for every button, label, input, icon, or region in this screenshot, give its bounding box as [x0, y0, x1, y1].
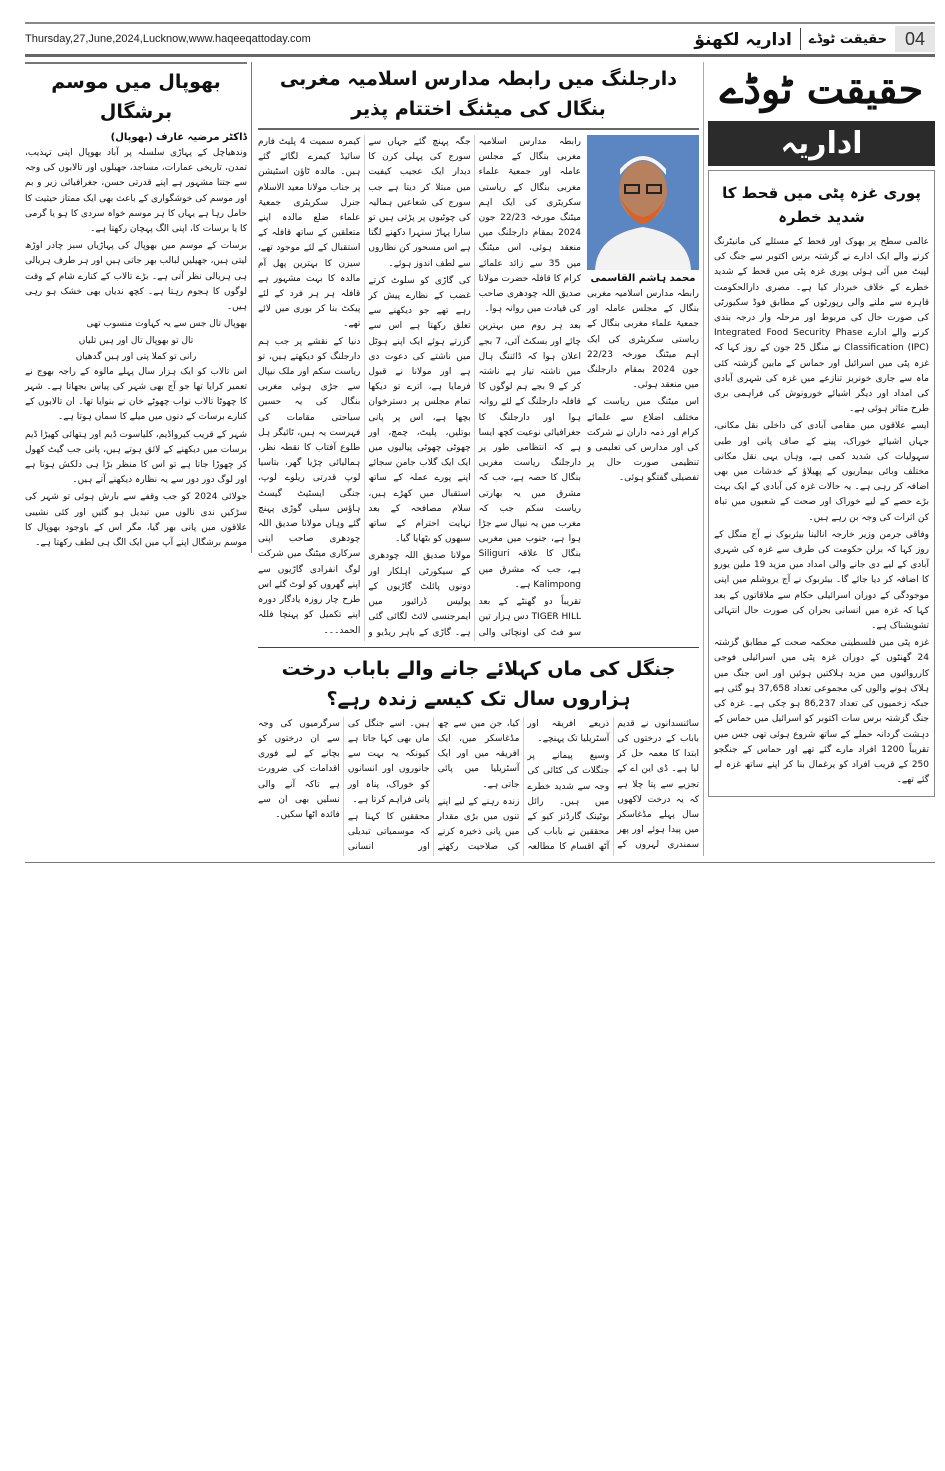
paragraph: محققین کا کہنا ہے کہ موسمیاتی تبدیلی اور انسانی سرگرمیوں کی وجہ سے ان درختوں کو بچانے کے لیے فوری اقدامات کی ضرورت ہے تاکہ آنے والی نسلیں بھی ان سے فائدہ اٹھا سکیں۔	[258, 718, 430, 853]
main-headline: دارجلنگ میں رابطہ مدارس اسلامیہ مغربی بنگال کی میٹنگ اختتام پذیر	[279, 68, 678, 120]
section-title: اداریہ لکھنؤ	[694, 29, 792, 50]
right-column	[704, 62, 935, 797]
left-article-body	[25, 146, 247, 551]
paragraph: رابطہ مدارس اسلامیہ مغربی بنگال کے مجلس عاملہ اور جمعیۃ علماء مغربی بنگال کے ریاستی سکریٹری کی ایک اہم میٹنگ مورخہ 22/23 جون 2024 بمقام دارجلنگ میں منعقد ہوئی۔	[587, 289, 699, 391]
page-header	[25, 26, 935, 52]
paragraph: کی گاڑی کو سلوٹ کرتے غضب کے نظارے پیش کر رہے تھے جو دیکھنے سے تعلق رکھتا ہے اس سے گزرتے ہوئے ایک اپنے ہوٹل میں ناشتے کی دعوت دی ہے اور مولانا نے قبول فرمایا ہے، اترے تو دیکھا تمام مجلس پر دسترخوان بچھا ہے، اس پر پانی بوتلیں، پلیٹ، چمچ، اور چھوٹی چھوٹی پیالیوں میں ایک ایک گلاب جامن سجائے اپنے پورے عملہ کے ساتھ استقبال میں کھڑے ہیں، سلام مصافحہ کے بعد نہایت احترام کے ساتھ سبھوں کو بٹھایا گیا۔	[368, 275, 471, 545]
paragraph: رابطہ مدارس اسلامیہ مغربی بنگال کے مجلس عاملہ اور جمعیۃ علماء مغربی بنگال کے ریاستی سکریٹری کی ایک اہم میٹنگ مورخہ 22/23 جون 2024 بمقام دارجلنگ میں منعقد ہوئی، اس میٹنگ میں 35 سے زائد علمائے کرام کا قافلہ حضرت مولانا صدیق اللہ چودھری صاحب کی قیادت میں روانہ ہوا۔	[478, 137, 582, 315]
headline-rule	[258, 128, 699, 130]
page-bottom-rule	[25, 862, 935, 863]
paragraph: بعد ہر روم میں بہترین چائے اور بسکٹ آئی، 7 بجے اعلان ہوا کہ ڈائننگ ہال میں ناشتہ تیار ہے ناشتہ کر کے 9 بجے ہم لوگوں کا قافلہ دارجلنگ کے لئے روانہ ہوا اور دارجلنگ کا جغرافیائی نوعیت کچھ ایسا ہے کہ انتظامی طور پر دارجلنگ ریاست مغربی بنگال کا حصہ ہے، جب کہ مشرق میں یہ بھارتی ریاست سکم جب کہ مغرب میں یہ نیپال سے جڑا ہوا ہے، جنوب میں مغربی بنگال کا علاقہ Siliguri ہے، جب کہ مشرق میں Kalimpong ہے۔	[478, 321, 581, 590]
photo-column	[587, 135, 699, 489]
editorial-banner: اداریہ	[708, 121, 935, 166]
paragraph: سائنسدانوں نے قدیم باباب کے درختوں کی ابتدا کا معمہ حل کر لیا ہے۔ ڈی این اے کے تجزیے سے پتا چلا ہے کہ یہ درخت لاکھوں سال پہلے مڈغاسکر میں پیدا ہوئے اور پھر سمندری لہروں کے ذریعے افریقہ اور آسٹریلیا تک پہنچے۔	[527, 718, 699, 851]
paragraph: عالمی سطح پر بھوک اور قحط کے مسئلے کی مانیٹرنگ کرنے والے ایک ادارے نے گزشتہ برس اکتوبر سے جنگ کی لپیٹ میں آئی ہوئی پوری غزہ پٹی میں قحط کے شدید خطرے کے خلاف خبردار کیا ہے۔ مصری دارالحکومت قاہرہ سے ملنے والی رپورٹوں کے مطابق فوڈ سکیورٹی کی صورت حال کی مربوط اور مرحلہ وار درجہ بندی کرنے والے ادارے Integrated Food Security Phase Classification (IPC) نے منگل 25 جون کے روز کہا کہ غزہ پٹی میں اسرائیل اور حماس کے مابین گزشتہ کئی ماہ سے جاری خونریز تنازعے میں غزہ کی شہری آبادی کی امداد اور دیگر اشیائے خورونوش کی فراہمی بری طرح متاثر ہوئی ہے۔	[714, 237, 929, 415]
page-number: 04	[895, 26, 935, 52]
paragraph: دنیا کے نقشے پر جب ہم دارجلنگ کو دیکھتے ہیں، تو ریاست سکم اور ملک نیپال سے جڑی ہوئی مغربی بنگال کی یہ حسین سیاحتی مقامات کی فہرست یہ ہیں، ٹائیگر ہل طلوع آفتاب کا نقطہ نظر، ہمالیائی چڑیا گھر، بتاسیا لوپ قدرتی ریلوے لوپ، جنگی ایسٹیٹ گیسٹ ہاؤس سیلی گوڑی پہنچ گئے وہاں مولانا صدیق اللہ چودھری صاحب اپنی سرکاری میٹنگ میں شرکت لوگ انفرادی گاڑیوں سے اپنے گھروں کو لوٹ گئے اس طرح چار روزہ یادگار دورہ اپنے تکمیل کو پہنچا فللہ الحمد۔۔۔	[258, 336, 361, 636]
bottom-article-body	[258, 717, 699, 856]
top-rule	[25, 22, 935, 24]
main-article-row	[258, 135, 699, 641]
paragraph: اس میٹنگ میں ریاست کے مختلف اضلاع سے علمائے کرام اور ذمہ داران نے شرکت کی اور مدارس کی تعلیمی و تنظیمی صورت حال پر تفصیلی گفتگو ہوئی۔	[587, 397, 699, 484]
paragraph: تقریباً دو گھنٹے کے بعد TIGER HILL دس ہزار تین سو فٹ کی اونچائی والی جگہ پہنچ گئے جہاں سے سورج کی پہلی کرن کا دیدار ایک عجیب کیفیت میں مبتلا کر دیتا ہے جب سورج کی شعاعیں ہمالیہ کی چوٹیوں پر پڑتی ہیں تو سارا پہاڑ سنہرا دکھنے لگتا ہے اس مسحور کن نظاروں سے لطف اندوز ہوئے۔	[368, 137, 581, 638]
masthead-small: حقیقت ٹوڈے	[808, 31, 887, 47]
left-headline: بھوپال میں موسم برشگال	[51, 71, 221, 123]
editorial-box	[708, 170, 935, 797]
paragraph: جولائی 2024 کو جب وقفے سے بارش ہوئی تو شہر کی سڑکیں ندی نالوں میں تبدیل ہو گئیں اور کئی نشیبی علاقوں میں پانی بھر گیا، مگر اس کے باوجود بھوپال کا موسم برشگال اپنے آپ میں ایک الگ ہی لطف رکھتا ہے۔	[25, 492, 247, 549]
paragraph: اس تالاب کو ایک ہزار سال پہلے مالوہ کے راجہ بھوج نے تعمیر کرایا تھا جو آج بھی شہر کی پیاس بجھاتا ہے۔ شہر کا چھوٹا تالاب نواب چھوٹے خان نے بنوایا تھا۔ ان تالابوں کے کنارے برسات کے دنوں میں میلے کا سماں ہوتا ہے۔	[25, 366, 247, 423]
paragraph: وسیع پیمانے پر جنگلات کی کٹائی کی وجہ سے شدید خطرے میں ہیں۔ رائل بوٹینک گارڈنز کیو کے محققین نے باباب کی آٹھ اقسام کا مطالعہ کیا، جن میں سے چھ مڈغاسکر میں، ایک افریقہ میں اور ایک آسٹریلیا میں پائی جاتی ہے۔	[437, 718, 610, 853]
editorial-body	[714, 235, 929, 788]
middle-column	[252, 62, 704, 856]
header-divider	[800, 28, 801, 50]
poem-line: تال تو بھوپال تال اور ہیں تلیاں	[78, 336, 194, 347]
paragraph: غزہ پٹی میں فلسطینی محکمہ صحت کے مطابق گزشتہ 24 گھنٹوں کے دوران غزہ پٹی میں اسرائیلی فوجی کارروائیوں میں مزید ہلاکتیں ہوئیں اور اس جنگ میں ہلاک ہونے والوں کی مجموعی تعداد 37,658 ہو گئی ہے جبکہ زخمیوں کی تعداد 86,237 ہو چکی ہے۔ غزہ کی جنگ گزشتہ برس سات اکتوبر کو اسرائیل میں حماس کے دہشت گردانہ حملے کے ساتھ شروع ہوئی تھی جس میں تقریباً 1200 افراد مارے گئے تھے اور حماس کے جنگجو 250 کے قریب افراد کو یرغمال بنا کر اپنے ساتھ غزہ لے گئے تھے۔	[714, 638, 929, 786]
paragraph: وندھیاچل کے پہاڑی سلسلہ پر آباد بھوپال اپنی تہذیب، تمدن، تاریخی عمارات، مساجد، جھیلوں اور تالابوں کی وجہ سے جتنا مشہور ہے اپنے قدرتی حسن، جغرافیائی زیر و بم اور موسم کی خوشگواری کے باعث بھی ایک ممتاز حیثیت کا حامل رہا ہے یہاں کا ہر موسم خواہ سردی کا ہو یا گرمی کا یا برسات کا، اپنی الگ پہچان رکھتا ہے۔	[25, 148, 247, 235]
section-rule	[258, 647, 699, 648]
newspaper-logo: حقیقت ٹوڈے	[719, 66, 924, 113]
caption-body	[587, 287, 699, 487]
main-article-body	[258, 135, 581, 641]
paragraph: ایسے علاقوں میں مقامی آبادی کی داخلی نقل مکانی، جہاں اشیائے خوراک، پینے کے صاف پانی اور طبی سہولیات کی شدید کمی ہے، وہاں یہی نقل مکانی مختلف وبائی بیماریوں کے پھیلاؤ کے خدشات میں بھی اضافہ کر رہی ہے۔ یہ حالات غزہ کی آبادی کے ایک بہت بڑے حصے کے لیے خوراک اور صحت کے شعبوں میں تباہ کن اثرات کی وجہ بن رہے ہیں۔	[714, 421, 929, 523]
page-grid	[25, 62, 935, 856]
paragraph: وفاقی جرمن وزیر خارجہ انالینا بیئربوک نے آج منگل کے روز کہا کہ برلن حکومت کی طرف سے غزہ کی شہری آبادی کے لیے دی جانے والی امداد میں مزید 19 ملین یورو کا اضافہ کر دیا جائے گا۔ بیئربوک نے آج یروشلم میں اپنی موجودگی کے دوران اسرائیلی حکام سے ملاقاتوں کے بعد کہا کہ غزہ میں انسانی بحران کی صورت حال انتہائی تشویشناک ہے۔	[714, 529, 929, 632]
paragraph: شہر کے قریب کیرواڈیم، کلیاسوت ڈیم اور ہتھائی کھیڑا ڈیم برسات میں دیکھنے کے لائق ہوتے ہیں، پانی جب گیٹ کھول کر چھوڑا جاتا ہے تو اس کا منظر بڑا ہی دلکش ہوتا ہے اور لوگ دور دور سے یہ نظارہ دیکھنے آتے ہیں۔	[25, 429, 247, 486]
header-right	[694, 26, 935, 52]
paragraph: برسات کے موسم میں بھوپال کی پہاڑیاں سبز چادر اوڑھ لیتی ہیں، جھیلیں لبالب بھر جاتی ہیں اور ہر طرف ہریالی ہی ہریالی نظر آتی ہے۔ بڑے تالاب کے کنارے شام کے وقت لوگوں کا ہجوم رہتا ہے۔ کچھ ندیاں بھی خشک ہو رہی ہیں۔	[25, 241, 247, 313]
paragraph: زندہ رہنے کے لیے اپنے تنوں میں بڑی مقدار میں پانی ذخیرہ کرنے کی صلاحیت رکھتے ہیں۔ اسے جنگل کی ماں بھی کہا جاتا ہے کیونکہ یہ بہت سے جانوروں اور انسانوں کو خوراک، پناہ اور پانی فراہم کرتا ہے۔	[347, 718, 520, 853]
author-photo	[587, 135, 699, 270]
date-line: Thursday,27,June,2024,Lucknow,www.haqeeqattoday.com	[25, 33, 311, 45]
paragraph: بھوپال تال جس سے یہ کہاوت منسوب تھی	[86, 319, 247, 330]
poem-line: رانی تو کملا پتی اور ہیں گدھیاں	[75, 351, 197, 362]
editorial-headline: پوری غزہ پٹی میں قحط کا شدید خطرہ	[722, 184, 921, 226]
header-rule	[25, 54, 935, 57]
photo-caption-name: محمد ہاشم القاسمی	[590, 273, 696, 284]
byline: ڈاکٹر مرضیہ عارف (بھوپال)	[110, 132, 247, 143]
left-column	[25, 62, 252, 553]
paragraph: مولانا صدیق اللہ چودھری کے سیکورٹی اہلکار اور دونوں پائلٹ گاڑیوں کے پولیس ڈرائیور میں ایمرجنسی لائٹ لگائی گئی ہے۔ گاڑی کے باہر ریڈیو و کیمرہ سمیت 4 پلیٹ فارم سائیڈ کیمرے لگائے گئے ہیں۔ مالدہ ٹاؤن اسٹیشن پر جناب مولانا معید الاسلام جنرل سکریٹری جمعیۃ علماء ضلع مالدہ اپنے متعلقین کے ساتھ قافلہ کے استقبال کے لئے موجود تھے، سیزن کا بہترین پھل آم مالدہ کا بہت مشہور ہے قافلہ ہر ہر فرد کے لئے پیکٹ بنا کر بوری میں لائے تھے۔	[258, 137, 471, 638]
bottom-headline: جنگل کی ماں کہلائے جانے والے باباب درخت ہزاروں سال تک کیسے زندہ رہے؟	[281, 657, 676, 710]
